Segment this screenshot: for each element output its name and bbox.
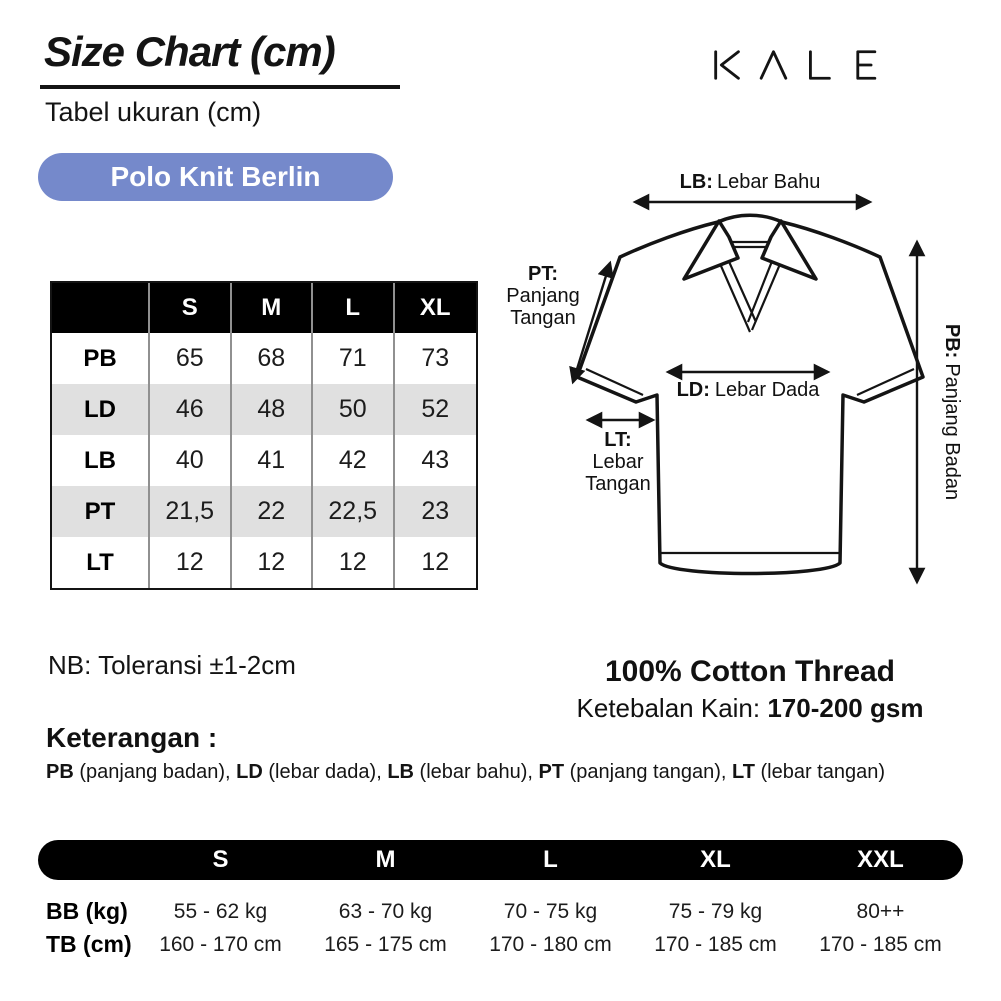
page-subtitle: Tabel ukuran (cm) [45,97,262,127]
legend-abbr: LD [236,761,263,783]
product-badge: Polo Knit Berlin [38,153,393,201]
body-length-label: PB:Panjang Badan [941,323,963,501]
body-table-corner [38,840,138,880]
svg-text:PT:: PT: [528,263,558,285]
body-table-header-cell: S [212,846,229,873]
size-table-row-label: LD [52,384,150,435]
size-table-cell: 65 [150,333,232,384]
svg-text:LT:: LT: [604,429,632,451]
legend-abbr: LB [387,761,414,783]
svg-text:Lebar: Lebar [592,451,644,473]
material-title: 100% Cotton Thread [604,655,896,688]
fabric-weight-label: Ketebalan Kain: [576,693,768,723]
size-table-row-label: LT [52,537,150,588]
legend-line [46,761,981,784]
size-table-cell: 52 [395,384,477,435]
size-table-cell: 73 [421,344,450,372]
body-table-cell: 165 - 175 cm [324,932,447,956]
brand-logo-kale [710,47,890,83]
size-table-cell: 43 [421,446,450,474]
logo-letter-k [716,52,739,79]
size-table-cell: 71 [313,333,395,384]
size-table-cell: 40 [150,435,232,486]
body-table-cell: 170 - 185 cm [654,932,777,956]
legend-title: Keterangan : [46,722,218,753]
shoulder-width-label: LB: Lebar Bahu [679,171,821,193]
fabric-weight-value: 170-200 gsm [767,693,924,723]
sleeve-width-label [585,429,651,495]
body-table-header [38,840,963,880]
body-table-cell: 55 - 62 kg [173,899,268,923]
svg-text:Tangan: Tangan [510,307,576,329]
body-table-header-cell: XL [700,846,731,873]
body-table-cell: 160 - 170 cm [159,932,282,956]
tolerance-note: NB: Toleransi ±1-2cm [48,650,296,680]
body-table-cell: 75 - 79 kg [668,899,763,923]
logo-letter-e [858,52,875,79]
size-table-corner [52,283,150,333]
body-table-header-cell: XXL [857,846,904,873]
shirt-measurement-diagram [500,150,1001,650]
size-table-row-label: LB [52,435,150,486]
svg-text:Tangan: Tangan [585,473,651,495]
logo-letter-l [810,52,829,79]
size-table-cell: 12 [313,537,395,588]
size-table-header-cell: S [150,283,232,333]
size-table-cell: 23 [395,486,477,537]
size-table-header-cell: M [232,283,314,333]
size-table-header-cell: L [313,283,395,333]
body-table-cell: 170 - 185 cm [819,932,942,956]
body-table-cell: 170 - 180 cm [489,932,612,956]
size-table-cell: 48 [232,384,314,435]
legend-abbr: PT [538,761,565,783]
size-table-cell: 50 [313,384,395,435]
size-table-cell: 21,5 [150,486,232,537]
legend-desc: (lebar dada), [262,761,388,783]
size-table-cell: 46 [150,384,232,435]
size-table [50,281,478,590]
sleeve-length-label [506,263,579,329]
size-table-header-cell: XL [395,283,477,333]
body-table-row-label: BB (kg) [46,898,128,924]
size-table-cell: 12 [421,548,450,576]
legend-abbr: PB [46,761,74,783]
title-underline [40,85,400,89]
body-table-cell: 80++ [856,899,905,923]
page-title: Size Chart (cm) [44,28,335,75]
body-table-cell: 63 - 70 kg [338,899,433,923]
body-table-header-cell: M [375,846,396,873]
legend-desc: (lebar bahu), [414,761,539,783]
legend-desc: (panjang tangan), [564,761,732,783]
size-table-cell: 22,5 [313,486,395,537]
body-size-table [38,840,963,958]
material-info [520,655,980,724]
legend-abbr: LT [731,761,755,783]
size-table-cell: 68 [232,333,314,384]
size-table-cell: 41 [232,435,314,486]
fabric-weight [520,693,980,724]
size-table-cell: 12 [150,537,232,588]
body-table-body [38,898,963,958]
size-table-row-label: PT [52,486,150,537]
body-table-cell: 70 - 75 kg [503,899,598,923]
body-table-row-label: TB (cm) [46,931,132,957]
size-table-row-label: PB [52,333,150,384]
svg-text:Panjang: Panjang [506,285,580,307]
size-table-cell: 12 [232,537,314,588]
legend-desc: (lebar tangan) [754,761,886,783]
chest-width-label: LD: Lebar Dada [676,379,820,401]
body-table-header-cell: L [543,846,558,873]
logo-letter-a [761,52,786,79]
size-table-cell: 42 [313,435,395,486]
legend-desc: (panjang badan), [73,761,237,783]
size-table-cell: 22 [232,486,314,537]
